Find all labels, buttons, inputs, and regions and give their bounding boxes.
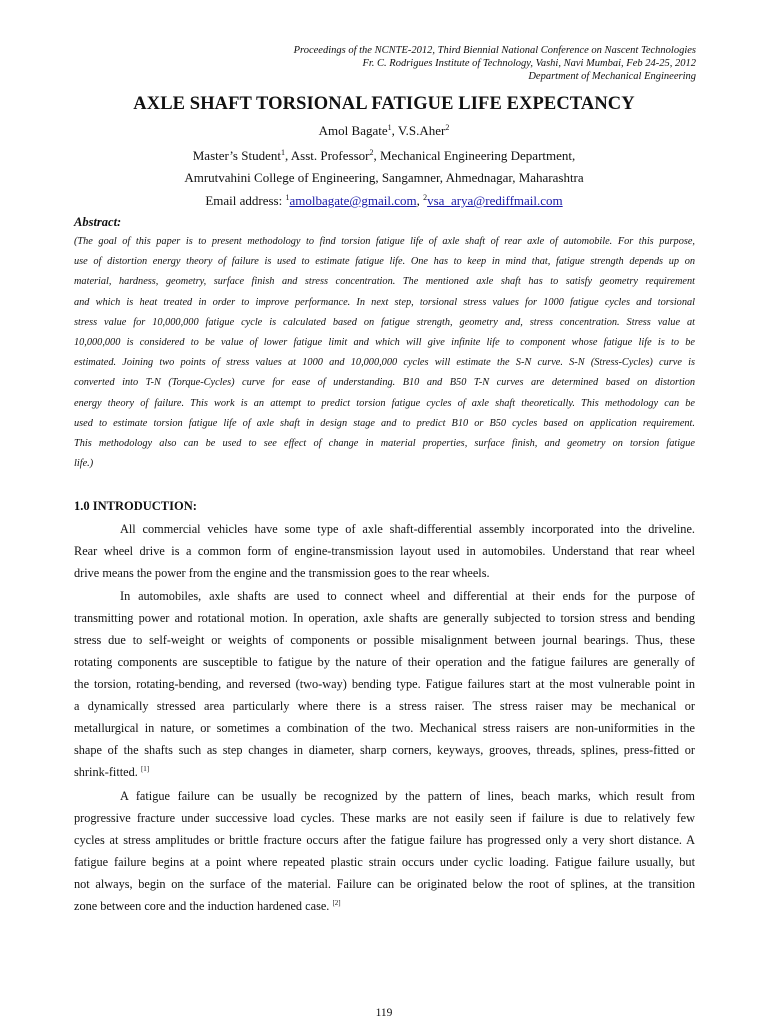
paragraph-line: drive means the power from the engine and the transmission goes to the rear wheels. bbox=[74, 566, 490, 581]
paragraph-text: shrink-fitted. bbox=[74, 765, 141, 780]
intro-paragraph-3 bbox=[74, 785, 695, 917]
abstract-heading: Abstract: bbox=[74, 215, 122, 229]
paragraph-line: fatigue failure begins at a point where repeated plastic strain occurs under cyclic loading. Fatigue failure usually, but bbox=[74, 855, 695, 870]
department: , Mechanical Engineering Department, bbox=[373, 148, 576, 163]
intro-paragraph-2 bbox=[74, 585, 695, 783]
author-sep: , bbox=[391, 123, 398, 138]
affiliation-line bbox=[0, 148, 768, 164]
email-2-sup: 2 bbox=[423, 193, 428, 202]
citation-ref: [1] bbox=[140, 765, 150, 774]
paragraph-line: cycles at stress amplitudes or brittle fracture occurs after the fatigue failure has progressed only a very short distance. A bbox=[74, 833, 695, 848]
role-2-sup: 2 bbox=[369, 148, 374, 157]
conference-header bbox=[96, 44, 696, 83]
page-number: 119 bbox=[375, 1007, 393, 1019]
role-1-sup: 1 bbox=[280, 148, 285, 157]
header-line-1: Proceedings of the NCNTE-2012, Third Biennial National Conference on Nascent Technologies bbox=[293, 45, 696, 56]
abstract-line: life.) bbox=[74, 458, 94, 470]
citation-ref: [2] bbox=[332, 899, 341, 908]
paragraph-line: In automobiles, axle shafts are used to connect wheel and differential at their ends for the purpose of bbox=[120, 589, 695, 603]
paragraph-line: A fatigue failure can be usually be recognized by the pattern of lines, beach marks, which result from bbox=[120, 789, 695, 803]
author-2: V.S.Aher bbox=[397, 123, 446, 138]
paragraph-line: rotating components are susceptible to fatigue by the nature of their operation and the fatigue failures are generally of bbox=[74, 655, 695, 670]
paragraph-line: progressive fracture under successive load cycles. These marks are not easily seen if failure is due to relatively few bbox=[74, 811, 695, 826]
paragraph-line: not always, begin on the surface of the material. Failure can be originated below the root of splines, at the transition bbox=[74, 877, 695, 892]
section-heading-introduction: 1.0 INTRODUCTION: bbox=[74, 499, 197, 513]
paragraph-text: zone between core and the induction hardened case. bbox=[74, 899, 333, 914]
abstract-line: and which is heat treated in order to improve performance. In next step, torsional stress values for 1000 fatigue cycles and torsional bbox=[74, 296, 695, 308]
abstract-line: estimated. Joining two points of stress values at 1000 and 10,000,000 cycles will estimate the S-N curve. S-N (Stress-Cycles) curve is bbox=[74, 357, 695, 369]
header-line-2: Fr. C. Rodrigues Institute of Technology, Vashi, Navi Mumbai, Feb 24-25, 2012 bbox=[362, 58, 696, 69]
email-1-sup: 1 bbox=[285, 193, 290, 202]
paragraph-line: stress due to self-weight or weights of components or possible misalignment between journal bearings. Thus, these bbox=[74, 633, 695, 648]
header-line-3: Department of Mechanical Engineering bbox=[528, 71, 696, 82]
authors-line bbox=[0, 123, 768, 139]
abstract-line: 10,000,000 is considered to be value of lower fatigue limit and which will give infinite life to component whose fatigue life is to be bbox=[74, 336, 695, 348]
paragraph-line: transmitting power and rotational motion. In operation, axle shafts are generally subjected to torsion stress and bending bbox=[74, 611, 695, 626]
author-2-sup: 2 bbox=[445, 123, 450, 132]
paragraph-line bbox=[74, 761, 695, 783]
paragraph-line: All commercial vehicles have some type of axle shaft-differential assembly incorporated into the driveline. bbox=[120, 522, 695, 536]
abstract-line: converted into T-N (Torque-Cycles) curve for ease of understanding. B10 and B50 T-N curves are determined based on distortion bbox=[74, 377, 695, 389]
email-label: Email address: bbox=[205, 193, 286, 208]
paragraph-line: a dynamically stressed area particularly where there is a stress raiser. The stress raiser may be mechanical or bbox=[74, 699, 695, 714]
paragraph-line: shape of the shafts such as step changes in diameter, sharp corners, keyways, grooves, threads, splines, press-fitted or bbox=[74, 743, 695, 758]
paragraph-line bbox=[74, 895, 695, 917]
paragraph-line: the torsion, rotating-bending, and reversed (two-way) bending type. Fatigue failures start at the most vulnerable point in bbox=[74, 677, 695, 692]
paragraph-line: Rear wheel drive is a common form of engine-transmission layout used in automobiles. Understand that rear wheel bbox=[74, 544, 695, 559]
email-link-2[interactable]: vsa_arya@rediffmail.com bbox=[427, 193, 563, 208]
role-1: Master’s Student bbox=[192, 148, 281, 163]
abstract-body bbox=[74, 232, 695, 474]
email-line bbox=[0, 193, 768, 209]
abstract-line: stress value for 10,000,000 fatigue cycle is calculated based on fatigue strength, geometry and, stress concentration. Stress value at bbox=[74, 316, 695, 328]
intro-paragraph-1 bbox=[74, 518, 695, 584]
email-sep: , bbox=[416, 193, 424, 208]
abstract-line: material, hardness, geometry, surface finish and stress concentration. The mentioned axle shaft has to satisfy geometry requirement bbox=[74, 276, 695, 288]
role-2: , Asst. Professor bbox=[284, 148, 370, 163]
abstract-line: energy theory of failure. This work is an attempt to predict torsion fatigue cycles of axle shaft theoretically. This methodology can be bbox=[74, 397, 695, 409]
paper-title: AXLE SHAFT TORSIONAL FATIGUE LIFE EXPECTANCY bbox=[133, 94, 635, 114]
author-1-sup: 1 bbox=[387, 123, 392, 132]
email-link-1[interactable]: amolbagate@gmail.com bbox=[289, 193, 417, 208]
abstract-line: used to estimate torsion fatigue life of axle shaft in design stage and to predict B10 or B50 cycles based on application requirement. bbox=[74, 417, 695, 429]
abstract-line: This methodology also can be used to see effect of change in material properties, surface finish, and geometry on torsion fatigue bbox=[74, 437, 695, 449]
author-1: Amol Bagate bbox=[318, 123, 388, 138]
paragraph-line: metallurgical in nature, or sometimes a combination of the two. Mechanical stress raisers are non-uniformities in the bbox=[74, 721, 695, 736]
abstract-line: use of distortion energy theory of failure is used to estimate fatigue life. One has to keep in mind that, fatigue strength depends up on bbox=[74, 256, 695, 268]
college-line: Amrutvahini College of Engineering, Sangamner, Ahmednagar, Maharashtra bbox=[184, 170, 584, 185]
abstract-line: (The goal of this paper is to present methodology to find torsion fatigue life of axle shaft of rear axle of automobile. For this purpose, bbox=[74, 236, 695, 247]
